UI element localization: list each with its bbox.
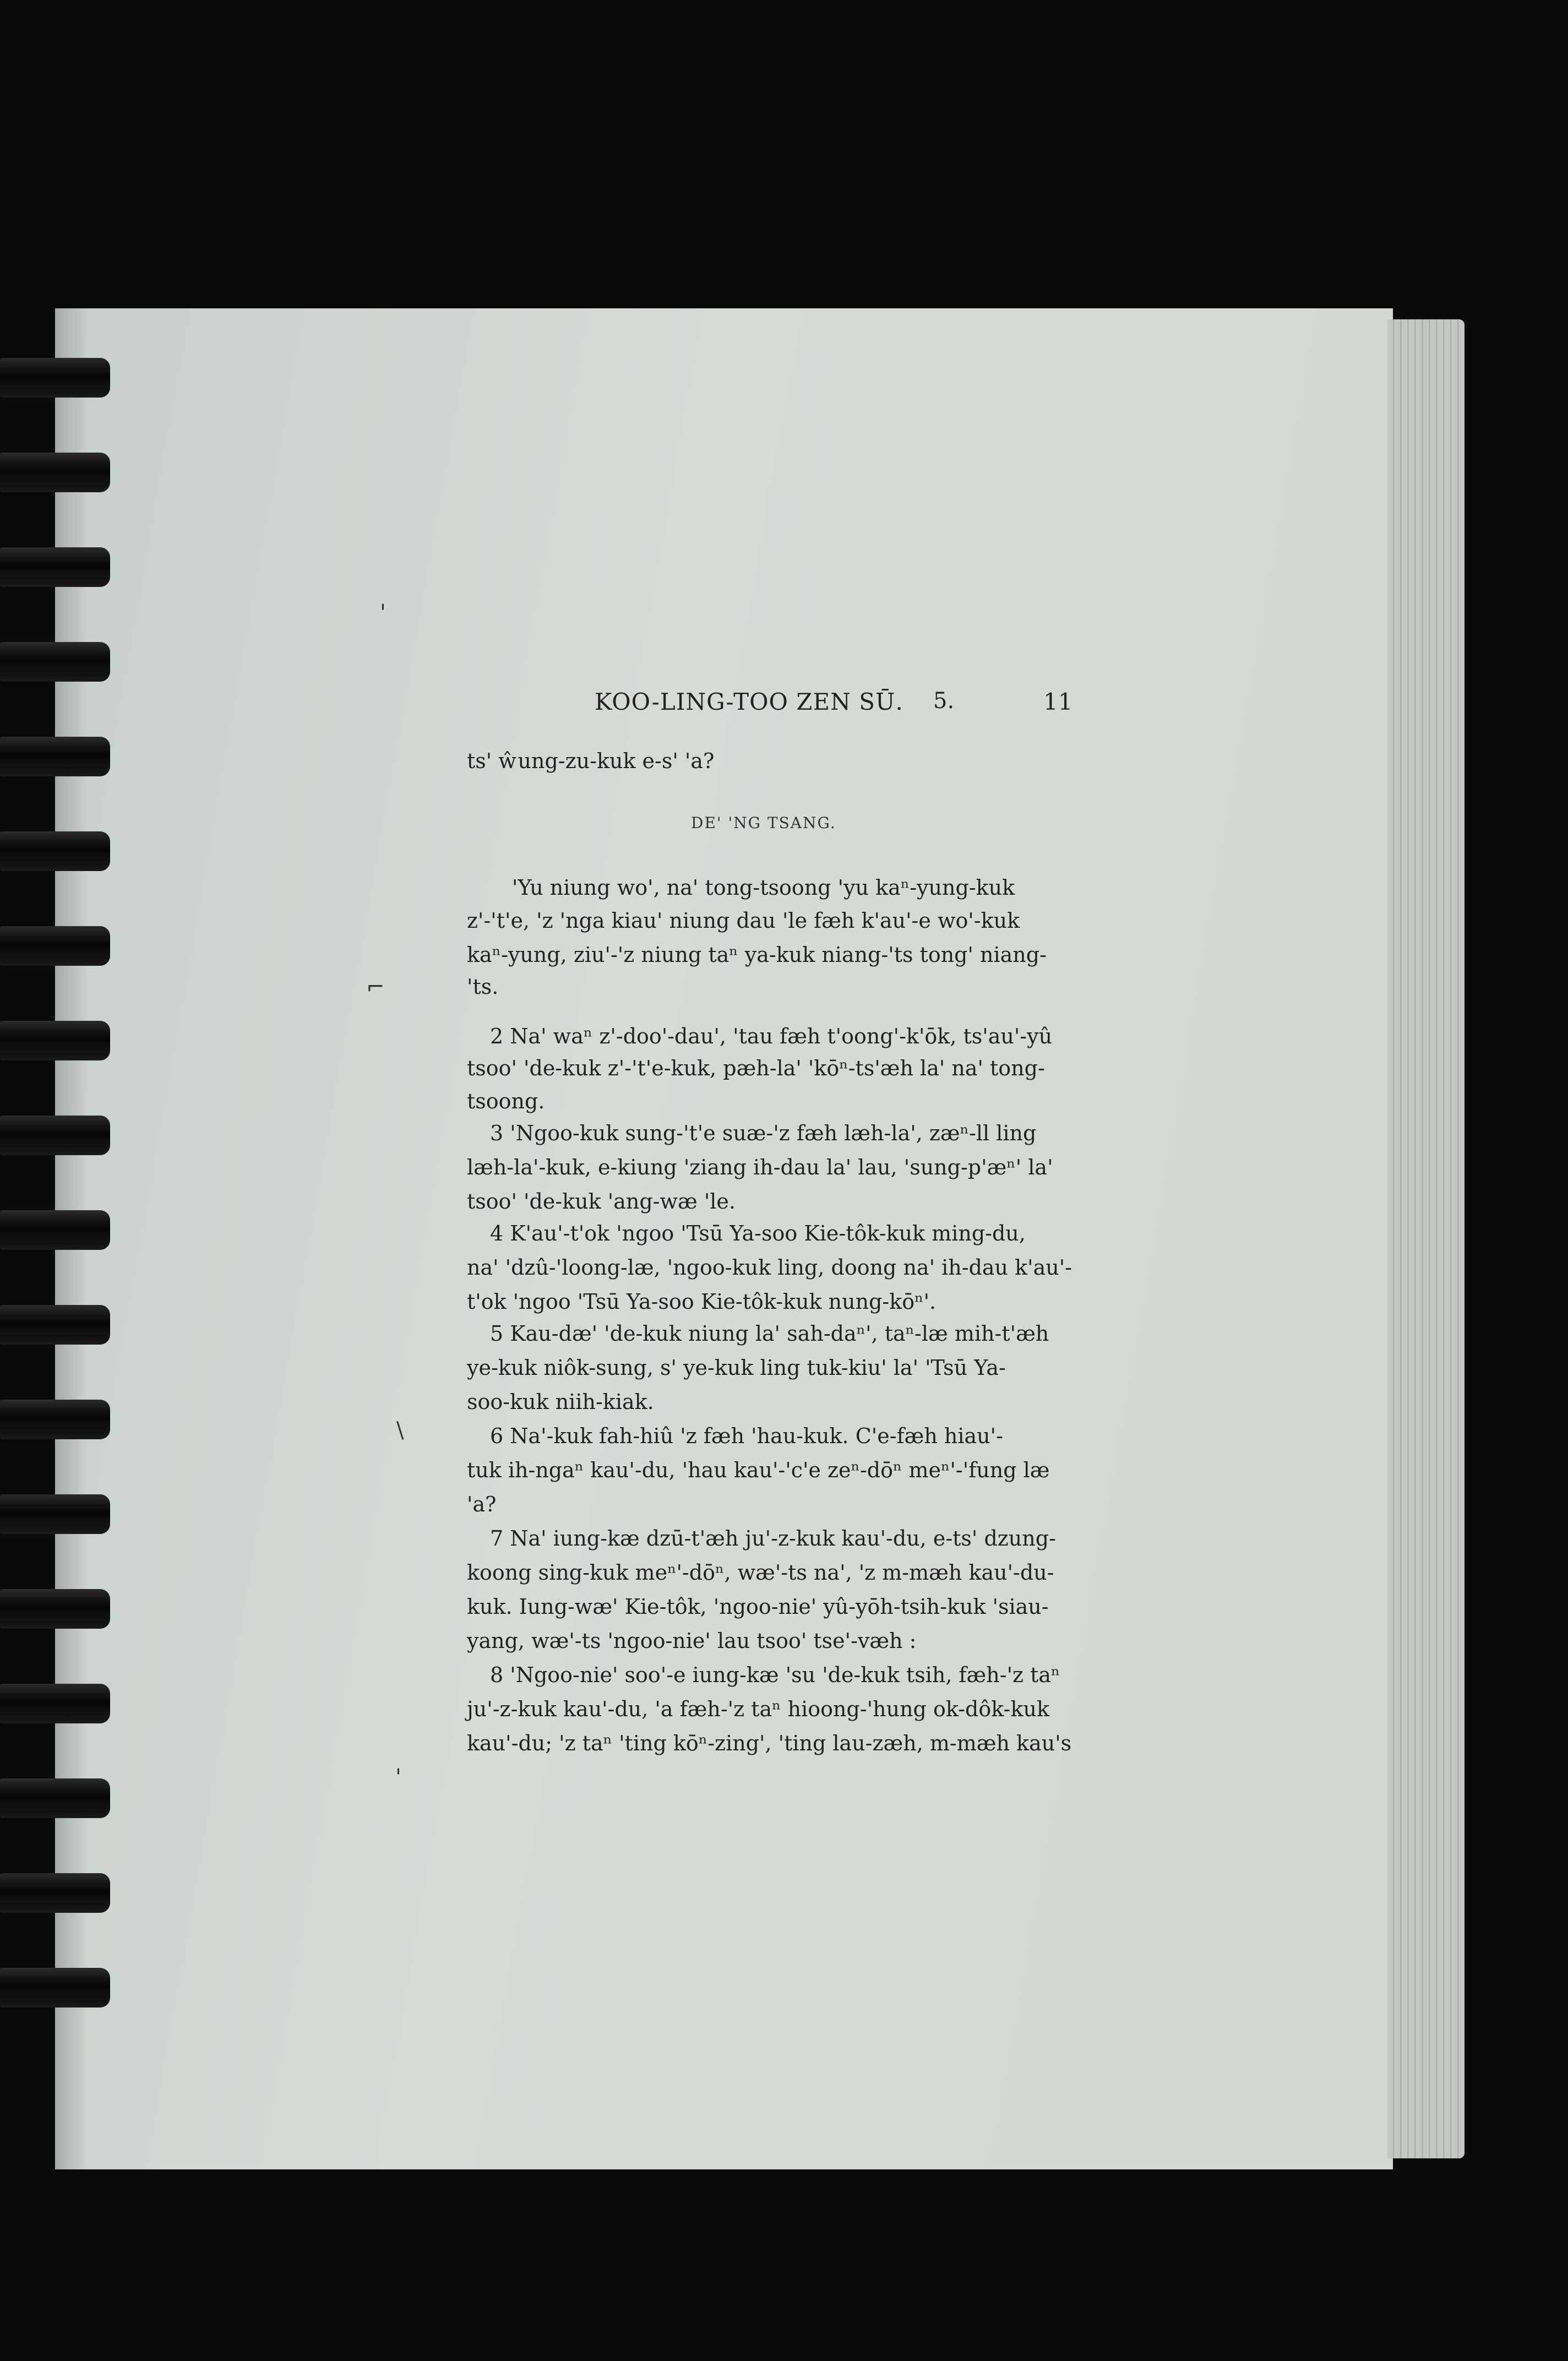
text-line: tsoo' 'de-kuk 'ang-wæ 'le. — [467, 1189, 736, 1214]
running-head-title: KOO-LING-TOO ZEN SŪ. — [595, 688, 903, 715]
text-line: 'a? — [467, 1492, 497, 1516]
spiral-ring — [0, 1021, 110, 1060]
text-line: 3 'Ngoo-kuk sung-'t'e suæ-'z fæh læh-la', zæⁿ-ll ling — [490, 1121, 1037, 1145]
page-stack-edges — [1387, 319, 1464, 2158]
text-line: tuk ih-ngaⁿ kau'-du, 'hau kau'-'c'e zeⁿ-dōⁿ meⁿ'-'fung læ — [467, 1458, 1050, 1482]
spiral-ring — [0, 1968, 110, 2008]
text-line: na' 'dzû-'loong-læ, 'ngoo-kuk ling, doong na' ih-dau k'au'- — [467, 1255, 1072, 1280]
text-line: kuk. Iung-wæ' Kie-tôk, 'ngoo-nie' yû-yōh-tsih-kuk 'siau- — [467, 1595, 1049, 1619]
text-line: 6 Na'-kuk fah-hiû 'z fæh 'hau-kuk. C'e-fæh hiau'- — [490, 1424, 1003, 1448]
spiral-ring — [0, 831, 110, 871]
spiral-ring — [0, 1494, 110, 1534]
margin-speck: ' — [380, 600, 386, 625]
text-line: t'ok 'ngoo 'Tsū Ya-soo Kie-tôk-kuk nung-kōⁿ'. — [467, 1290, 937, 1314]
spiral-ring — [0, 1873, 110, 1913]
spiral-ring — [0, 1400, 110, 1439]
spiral-ring — [0, 358, 110, 398]
chapter-number: 5. — [933, 688, 955, 714]
text-line: 8 'Ngoo-nie' soo'-e iung-kæ 'su 'de-kuk tsih, fæh-'z taⁿ — [490, 1663, 1060, 1687]
spiral-ring — [0, 642, 110, 682]
spiral-ring — [0, 1778, 110, 1818]
text-line: tsoo' 'de-kuk z'-'t'e-kuk, pæh-la' 'kōⁿ-ts'æh la' na' tong- — [467, 1056, 1045, 1080]
spiral-ring — [0, 1589, 110, 1629]
page-number: 11 — [1043, 688, 1073, 715]
text-line: læh-la'-kuk, e-kiung 'ziang ih-dau la' lau, 'sung-p'æⁿ' la' — [467, 1155, 1053, 1179]
spiral-ring — [0, 547, 110, 587]
text-line: 'Yu niung wo', na' tong-tsoong 'yu kaⁿ-yung-kuk — [512, 875, 1015, 900]
text-line: 5 Kau-dæ' 'de-kuk niung la' sah-daⁿ', taⁿ-læ mih-t'æh — [490, 1321, 1049, 1346]
text-line: z'-'t'e, 'z 'nga kiau' niung dau 'le fæh k'au'-e wo'-kuk — [467, 909, 1020, 933]
text-line: kaⁿ-yung, ziu'-'z niung taⁿ ya-kuk niang-'ts tong' niang- — [467, 943, 1047, 967]
spiral-ring — [0, 1210, 110, 1250]
spiral-ring — [0, 453, 110, 492]
text-line: kau'-du; 'z taⁿ 'ting kōⁿ-zing', 'ting lau-zæh, m-mæh kau's — [467, 1731, 1072, 1755]
text-line: ts' ŵung-zu-kuk e-s' 'a? — [467, 749, 715, 773]
section-heading: DE' 'NG TSANG. — [691, 814, 836, 832]
text-line: tsoong. — [467, 1089, 545, 1113]
text-line: 4 K'au'-t'ok 'ngoo 'Tsū Ya-soo Kie-tôk-kuk ming-du, — [490, 1221, 1026, 1245]
text-line: 2 Na' waⁿ z'-doo'-dau', 'tau fæh t'oong'-k'ōk, ts'au'-yû — [490, 1024, 1053, 1048]
text-line: yang, wæ'-ts 'ngoo-nie' lau tsoo' tse'-væh : — [467, 1629, 917, 1653]
spiral-ring — [0, 1116, 110, 1155]
spiral-ring — [0, 737, 110, 776]
text-line: 7 Na' iung-kæ dzū-t'æh ju'-z-kuk kau'-du, e-ts' dzung- — [490, 1526, 1056, 1551]
text-line: koong sing-kuk meⁿ'-dōⁿ, wæ'-ts na', 'z m-mæh kau'-du- — [467, 1560, 1054, 1585]
text-line: ju'-z-kuk kau'-du, 'a fæh-'z taⁿ hioong-'hung ok-dôk-kuk — [467, 1697, 1049, 1721]
spiral-ring — [0, 1684, 110, 1723]
margin-speck: ' — [395, 1765, 401, 1790]
spiral-ring — [0, 1305, 110, 1345]
text-line: soo-kuk niih-kiak. — [467, 1390, 654, 1414]
margin-pencil-mark: ⌐ — [366, 975, 385, 1000]
spiral-ring — [0, 926, 110, 966]
text-line: ye-kuk niôk-sung, s' ye-kuk ling tuk-kiu' la' 'Tsū Ya- — [467, 1356, 1006, 1380]
margin-speck: \ — [396, 1418, 404, 1443]
text-line: 'ts. — [467, 975, 499, 999]
